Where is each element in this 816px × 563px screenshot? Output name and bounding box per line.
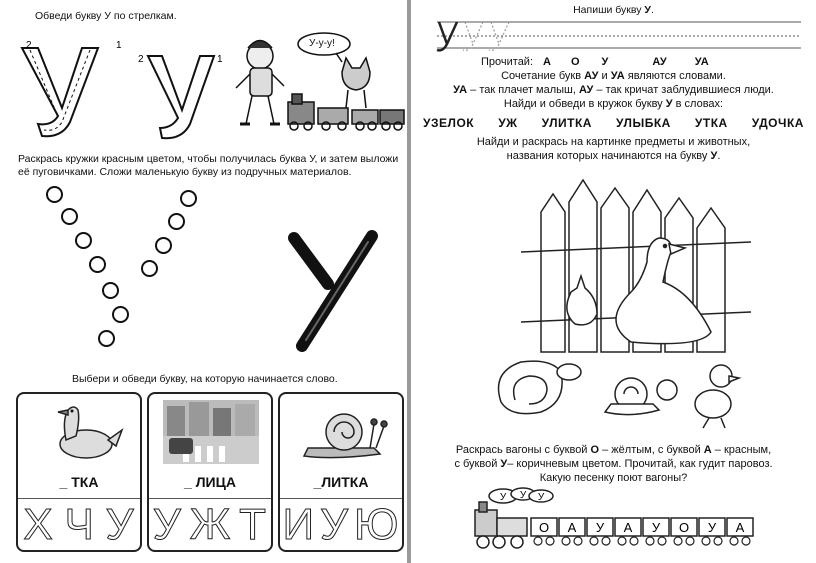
wagon-letter: А <box>567 520 577 535</box>
cat-speech-bubble: У-у-у! <box>309 38 335 49</box>
street-picture <box>163 400 259 464</box>
wagon-wheel <box>714 537 722 545</box>
read-line <box>481 56 709 68</box>
instruction-color-circles-2: её пуговичками. Сложи маленькую букву из подручных материалов. <box>18 166 352 178</box>
wagon-wheel <box>702 537 710 545</box>
text-part: – красным, <box>711 444 772 456</box>
arrow-label-1: 1 <box>116 40 122 51</box>
circle[interactable] <box>61 208 78 225</box>
letter-option[interactable]: У <box>105 499 135 549</box>
read-item: УА <box>694 56 709 68</box>
text-part: в словах: <box>672 98 724 110</box>
circle[interactable] <box>141 260 158 277</box>
wagon[interactable] <box>559 518 585 545</box>
card-snail <box>278 392 404 552</box>
wagon[interactable] <box>615 518 641 545</box>
text-part: УА <box>610 70 625 82</box>
card-letters-1 <box>18 498 140 550</box>
write-title-letter: У <box>644 4 651 16</box>
text-part: О <box>590 444 600 456</box>
find-line <box>411 98 816 110</box>
instruction-color-circles: Раскрась кружки красным цветом, чтобы получилась буква У, и затем выложи <box>18 153 399 165</box>
wagon[interactable] <box>643 518 669 545</box>
wagon[interactable] <box>671 518 697 545</box>
text-part: У <box>500 458 508 470</box>
wagon-letter: А <box>623 520 633 535</box>
wagon-wheel <box>646 537 654 545</box>
circle[interactable] <box>98 330 115 347</box>
card-duck <box>16 392 142 552</box>
text-part: У <box>665 98 673 110</box>
text-part: УА <box>453 84 468 96</box>
smoke-letter: У <box>537 492 545 503</box>
wagon-wheel <box>674 537 682 545</box>
text-part: У <box>710 150 718 162</box>
wagon-letter: У <box>707 520 717 535</box>
wagon-letter: У <box>651 520 661 535</box>
text-part: АУ <box>579 84 594 96</box>
color-line-1: Найди и раскрась на картинке предметы и животных, <box>476 136 751 148</box>
duck-picture <box>32 400 128 464</box>
wagon-wheel <box>590 537 598 545</box>
read-item: А <box>543 56 551 68</box>
letter-option[interactable]: У <box>152 499 182 549</box>
word-item[interactable]: УТКА <box>694 116 728 130</box>
card-word-1: _ ТКА <box>59 474 99 490</box>
circle[interactable] <box>46 186 63 203</box>
circle[interactable] <box>102 282 119 299</box>
letter-option[interactable]: Ю <box>354 499 400 549</box>
text-part: названия которых начинаются на букву <box>506 150 711 162</box>
wagon-wheel <box>658 537 666 545</box>
letter-option[interactable]: Т <box>239 499 268 549</box>
text-part: с буквой <box>454 458 501 470</box>
wagon-wheel <box>562 537 570 545</box>
wagon-wheel <box>742 537 750 545</box>
wagon-wheel <box>630 537 638 545</box>
word-list <box>411 116 816 130</box>
coloring-scene <box>481 172 781 432</box>
arrow-label-1b: 1 <box>217 54 223 65</box>
circle[interactable] <box>89 256 106 273</box>
text-part: – так кричат заблудившиеся люди. <box>593 84 774 96</box>
text-part: – так плачет малыш, <box>467 84 579 96</box>
wagon-wheel <box>618 537 626 545</box>
circle[interactable] <box>75 232 92 249</box>
right-page <box>411 0 816 563</box>
circle[interactable] <box>112 306 129 323</box>
wagon-letter: А <box>735 520 745 535</box>
word-item[interactable]: УЗЕЛОК <box>423 116 475 130</box>
snail-picture <box>294 400 390 464</box>
text-part: Раскрась вагоны с буквой <box>455 444 591 456</box>
wagon-wheel <box>602 537 610 545</box>
wagon-wheel <box>686 537 694 545</box>
word-item[interactable]: УЛИТКА <box>541 116 592 130</box>
wagon-letter: О <box>538 520 550 535</box>
letter-option[interactable]: И <box>282 499 316 549</box>
circle[interactable] <box>180 190 197 207</box>
letter-option[interactable]: Х <box>23 499 54 549</box>
wagon-wheel <box>546 537 554 545</box>
write-title-dot: . <box>650 4 654 16</box>
wagon[interactable] <box>699 518 725 545</box>
text-part: Найди и обведи в кружок букву <box>503 98 666 110</box>
text-part: – коричневым цветом. Прочитай, как гудит паровоз. <box>507 458 773 470</box>
wagon-wheel <box>574 537 582 545</box>
combo-line <box>411 70 816 82</box>
wagon[interactable] <box>587 518 613 545</box>
text-part: и <box>598 70 611 82</box>
wagon-instruction-1 <box>411 444 816 456</box>
wagon[interactable] <box>531 518 557 545</box>
text-part: АУ <box>584 70 599 82</box>
card-word-2: _ ЛИЦА <box>184 474 236 490</box>
word-item[interactable]: УЛЫБКА <box>616 116 671 130</box>
explain-line <box>411 84 816 96</box>
wagon-instruction-3: Какую песенку поют вагоны? <box>539 472 688 484</box>
instruction-choose-letter: Выбери и обведи букву, на которую начинается слово. <box>72 373 338 385</box>
smoke-letter: У <box>519 490 527 501</box>
text-part: – жёлтым, с буквой <box>599 444 704 456</box>
pen-letter-u <box>280 228 390 358</box>
read-item: О <box>570 56 580 68</box>
read-item: У <box>601 56 609 68</box>
card-street <box>147 392 273 552</box>
smoke-letter: У <box>499 492 507 503</box>
text-part: Сочетание букв <box>501 70 585 82</box>
arrow-label-2b: 2 <box>138 54 144 65</box>
write-title-text: Напиши букву <box>573 4 645 16</box>
text-part: являются словами. <box>624 70 726 82</box>
text-part: . <box>717 150 721 162</box>
letter-option[interactable]: Ж <box>189 499 232 549</box>
train <box>469 488 769 558</box>
arrow-label-2: 2 <box>26 40 32 51</box>
text-part: А <box>703 444 712 456</box>
card-letters-2 <box>149 498 271 550</box>
wagon-instruction-2 <box>411 458 816 470</box>
circle[interactable] <box>168 213 185 230</box>
wagon[interactable] <box>727 518 753 545</box>
wagon-letter: У <box>595 520 605 535</box>
word-item[interactable]: УЖ <box>498 116 518 130</box>
wagon-letter: О <box>678 520 690 535</box>
card-letters-3 <box>280 498 402 550</box>
writing-lines <box>411 14 811 54</box>
color-line-2 <box>411 150 816 162</box>
letter-option[interactable]: Ч <box>64 499 95 549</box>
left-page <box>0 0 407 563</box>
read-item: АУ <box>652 56 667 68</box>
circle[interactable] <box>155 237 172 254</box>
wagon-wheel <box>730 537 738 545</box>
card-word-3: _ЛИТКА <box>313 474 369 490</box>
read-label: Прочитай: <box>481 56 534 68</box>
letter-option[interactable]: У <box>320 499 350 549</box>
word-item[interactable]: УДОЧКА <box>751 116 804 130</box>
wagon-wheel <box>534 537 542 545</box>
trace-title: Обведи букву У по стрелкам. <box>35 10 177 22</box>
